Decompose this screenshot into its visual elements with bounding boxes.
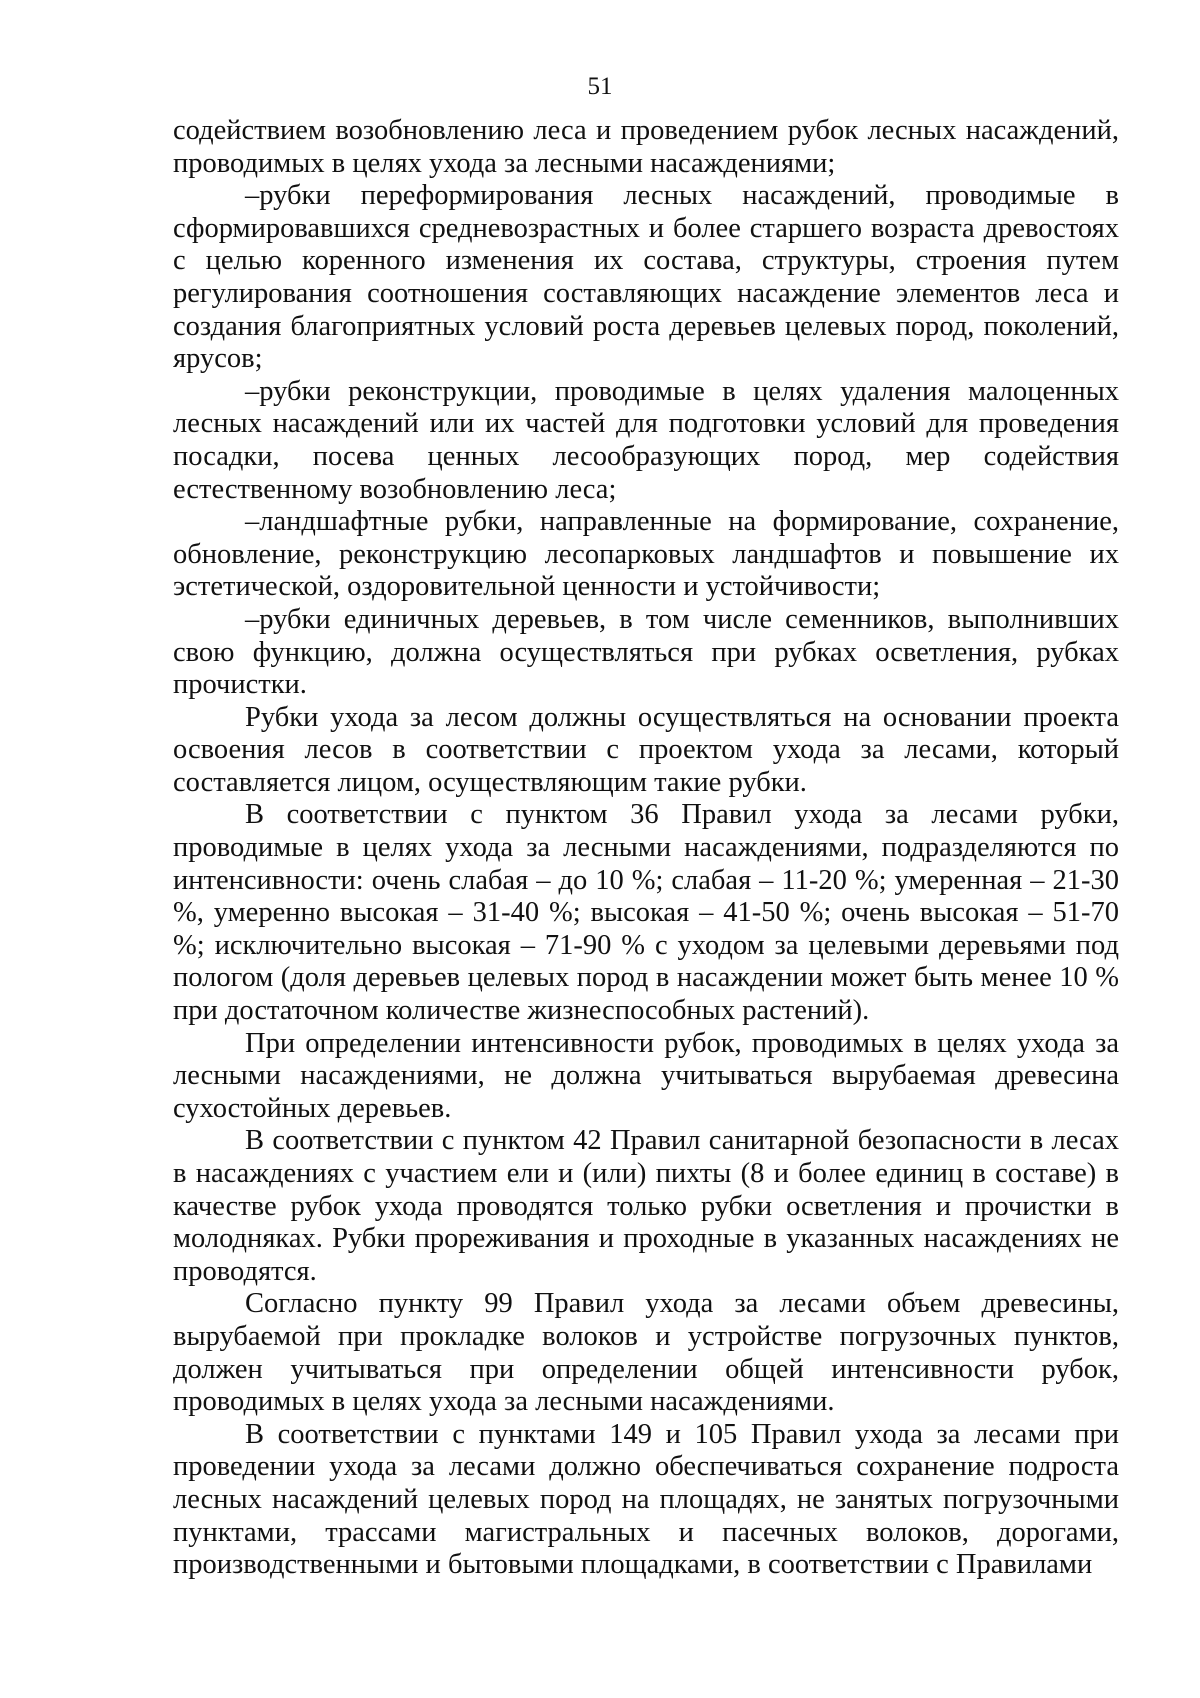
paragraph-skid-trails-volume: Согласно пункту 99 Правил ухода за лесами объем древесины, вырубаемой при прокладке волоков и устройстве погрузочных пунктов, должен учитываться при определении общей интенсивности рубок, проводимых в целях ухода за лесными насаждениями. [173, 1288, 1119, 1418]
paragraph-continuation: содействием возобновлению леса и проведением рубок лесных насаждений, проводимых в целях ухода за лесными насаждениями; [173, 115, 1119, 179]
paragraph-spruce-fir-stands: В соответствии с пунктом 42 Правил санитарной безопасности в лесах в насаждениях с участием ели и (или) пихты (8 и более единиц в составе) в качестве рубок ухода проводятся только рубки осветления и прочистки в молодняках. Рубки прореживания и проходные в указанных насаждениях не проводятся. [173, 1125, 1119, 1287]
paragraph-deadwood-exclusion: При определении интенсивности рубок, проводимых в целях ухода за лесными насаждениями, не должна учитываться вырубаемая древесина сухостойных деревьев. [173, 1027, 1119, 1124]
paragraph-single-tree-cuttings: –рубки единичных деревьев, в том числе семенников, выполнивших свою функцию, должна осуществляться при рубках осветления, рубках прочистки. [173, 603, 1119, 701]
paragraph-care-project: Рубки ухода за лесом должны осуществляться на основании проекта освоения лесов в соответствии с проектом ухода за лесами, который составляется лицом, осуществляющим такие рубки. [173, 701, 1119, 798]
paragraph-undergrowth-preservation: В соответствии с пунктами 149 и 105 Правил ухода за лесами при проведении ухода за лесами должно обеспечиваться сохранение подроста лесных насаждений целевых пород на площадях, не занятых погрузочными пунктами, трассами магистральных и пасечных волоков, дорогами, производственными и бытовыми площадками, в соответствии с Правилами [173, 1418, 1119, 1581]
paragraph-landscape-cuttings: –ландшафтные рубки, направленные на формирование, сохранение, обновление, реконструкцию лесопарковых ландшафтов и повышение их эстетической, оздоровительной ценности и устойчивости; [173, 506, 1119, 603]
paragraph-intensity-classes: В соответствии с пунктом 36 Правил ухода за лесами рубки, проводимые в целях ухода за лесными насаждениями, подразделяются по интенсивности: очень слабая – до 10 %; слабая – 11-20 %; умеренная – 21-30 %, умеренно высокая – 31-40 %; высокая – 41-50 %; очень высокая – 51-70 %; исключительно высокая – 71-90 % с уходом за целевыми деревьями под пологом (доля деревьев целевых пород в насаждении может быть менее 10 % при достаточном количестве жизнеспособных растений). [173, 799, 1119, 1027]
paragraph-reconstruction-cuttings: –рубки реконструкции, проводимые в целях удаления малоценных лесных насаждений или их частей для подготовки условий для проведения посадки, посева ценных лесообразующих пород, мер содействия естественному возобновлению леса; [173, 375, 1119, 505]
document-body [173, 115, 1119, 1582]
page-number: 51 [587, 73, 613, 100]
paragraph-reforming-cuttings: –рубки переформирования лесных насаждений, проводимые в сформировавшихся средневозрастных и более старшего возраста древостоях с целью коренного изменения их состава, структуры, строения путем регулирования соотношения составляющих насаждение элементов леса и создания благоприятных условий роста деревьев целевых пород, поколений, ярусов; [173, 180, 1119, 375]
